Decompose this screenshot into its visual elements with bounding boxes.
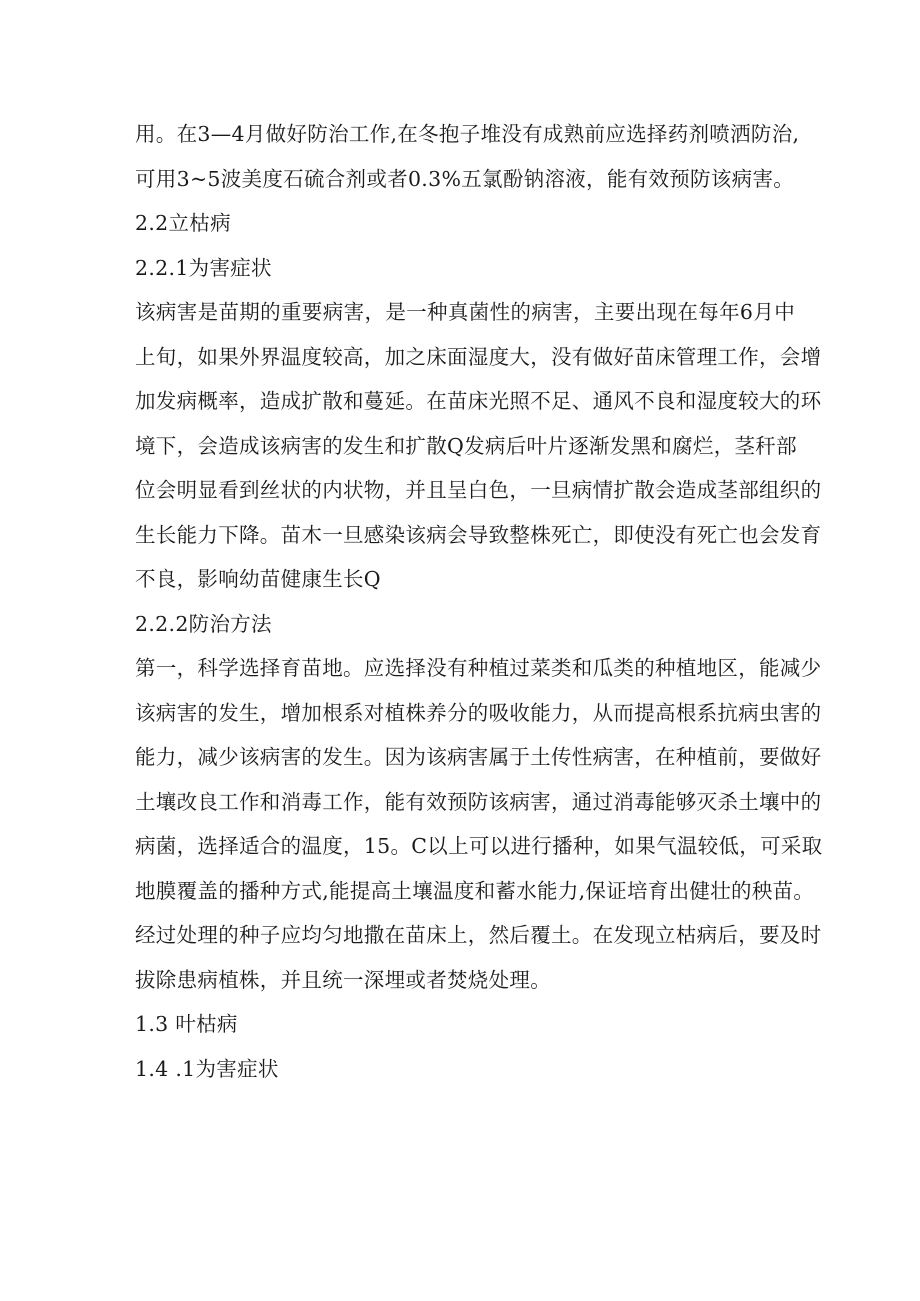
text-line: 土壤改良工作和消毒工作，能有效预防该病害，通过消毒能够灭杀土壤中的 [135, 789, 822, 814]
text-line: 病菌，选择适合的温度，15。C以上可以进行播种，如果气温较低，可采取 [135, 834, 823, 858]
text-line: 位会明显看到丝状的内状物，并且呈白色，一旦病情扩散会造成茎部组织的 [135, 478, 822, 502]
text-line: 经过处理的种子应均匀地撒在苗床上，然后覆土。在发现立枯病后，要及时 [135, 923, 822, 947]
text-line: 加发病概率，造成扩散和蔓延。在苗床光照不足、通风不良和湿度较大的环 [135, 389, 822, 413]
subsection-heading: 2.2.1为害症状 [135, 255, 272, 280]
section-heading: 1.3 叶枯病 [135, 1012, 238, 1036]
text-line: 地膜覆盖的播种方式,能提高土壤温度和蓄水能力,保证培育出健壮的秧苗。 [135, 878, 815, 903]
text-line: 第一，科学选择育苗地。应选择没有种植过菜类和瓜类的种植地区，能减少 [135, 656, 822, 680]
text-line: 不良，影响幼苗健康生长Q [135, 567, 381, 591]
section-heading: 1.4 .1为害症状 [135, 1056, 279, 1081]
text-line: 可用3~5波美度石硫合剂或者0.3%五氯酚钠溶液，能有效预防该病害。 [135, 166, 795, 191]
text-line: 该病害是苗期的重要病害，是一种真菌性的病害，主要出现在每年6月中 [135, 300, 795, 324]
text-line: 能力，减少该病害的发生。因为该病害属于土传性病害，在种植前，要做好 [135, 745, 822, 769]
text-line: 用。在3—4月做好防治工作,在冬抱子堆没有成熟前应选择药剂喷洒防治, [135, 122, 800, 146]
text-line: 境下，会造成该病害的发生和扩散Q发病后叶片逐渐发黑和腐烂，茎秆部 [135, 433, 797, 458]
text-line: 该病害的发生，增加根系对植株养分的吸收能力，从而提高根系抗病虫害的 [135, 700, 822, 725]
text-line: 拔除患病植株，并且统一深埋或者焚烧处理。 [135, 967, 551, 992]
document-page [135, 112, 823, 1091]
text-line: 生长能力下降。苗木一旦感染该病会导致整株死亡，即使没有死亡也会发育 [135, 522, 822, 547]
text-line: 上旬，如果外界温度较高，加之床面湿度大，没有做好苗床管理工作，会增 [135, 344, 822, 369]
subsection-heading: 2.2.2防治方法 [135, 611, 272, 636]
section-heading: 2.2立枯病 [135, 211, 231, 235]
